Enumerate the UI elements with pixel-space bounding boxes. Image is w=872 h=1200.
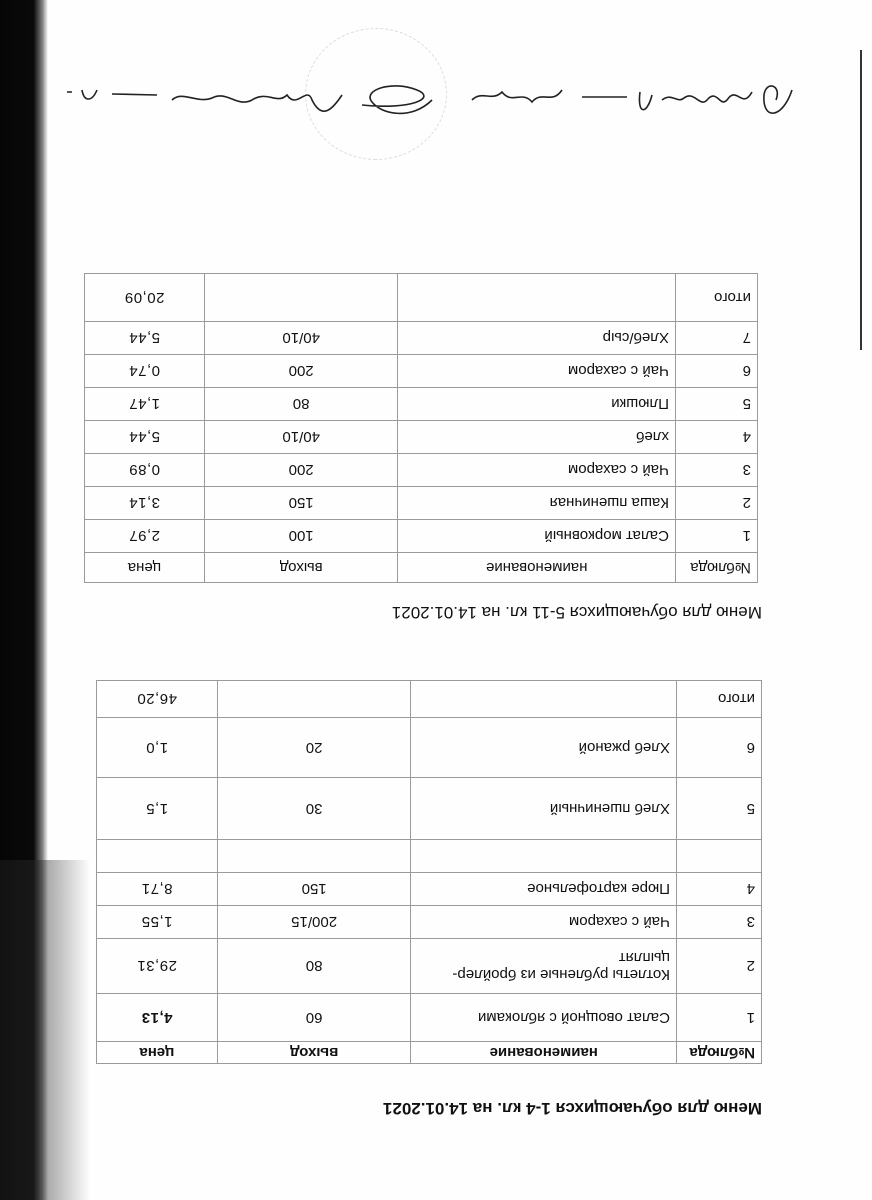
cell-price: 1,55 <box>97 906 218 939</box>
header-output: выход <box>204 553 398 583</box>
total-row <box>97 681 762 718</box>
cell-price: 29,31 <box>97 939 218 994</box>
cell-out: 150 <box>204 487 398 520</box>
cell-name <box>411 840 677 873</box>
menu2-table <box>84 273 758 583</box>
cell-num: 2 <box>676 487 758 520</box>
cell-name: Пюре картофельное <box>411 873 677 906</box>
cell-name: Каша пшеничная <box>398 487 676 520</box>
cell-name: хлеб <box>398 421 676 454</box>
table-row <box>85 520 758 553</box>
cell-price: 8,71 <box>97 873 218 906</box>
cell-price: 5,44 <box>85 421 205 454</box>
cell-name: Чай с сахаром <box>398 454 676 487</box>
cell-out <box>217 840 411 873</box>
menu2-title: Меню для обучающихся 5-11 кл. на 14.01.2021 <box>391 603 762 622</box>
cell-num: 4 <box>676 421 758 454</box>
menu1-header-row <box>97 1042 762 1064</box>
cell-price: 3,14 <box>85 487 205 520</box>
cell-name: Салат морковный <box>398 520 676 553</box>
cell-empty <box>217 681 411 718</box>
cell-num: 3 <box>677 906 762 939</box>
cell-name: Хлеб ржаной <box>411 718 677 778</box>
cell-out: 200/15 <box>217 906 411 939</box>
cell-price: 0,74 <box>85 355 205 388</box>
cell-price: 5,44 <box>85 322 205 355</box>
cell-out: 40/10 <box>204 421 398 454</box>
cell-num: 4 <box>677 873 762 906</box>
header-output: выход <box>217 1042 411 1064</box>
cell-out: 30 <box>217 778 411 840</box>
table-row <box>85 454 758 487</box>
table-row <box>97 994 762 1042</box>
total-value: 46,20 <box>97 681 218 718</box>
cell-empty <box>398 274 676 322</box>
signature-text: Директор школы — Бахтурина Н.В. <box>779 71 812 73</box>
cell-price <box>97 840 218 873</box>
cell-out: 200 <box>204 454 398 487</box>
table-row <box>97 939 762 994</box>
table-row <box>85 421 758 454</box>
table-row <box>97 778 762 840</box>
header-price: цена <box>97 1042 218 1064</box>
cell-price: 1,5 <box>97 778 218 840</box>
cell-num: 2 <box>677 939 762 994</box>
header-name: наименование <box>411 1042 677 1064</box>
cell-name: Хлеб пшеничный <box>411 778 677 840</box>
cell-name: Котлеты рубленые из бройлер-цыплят <box>411 939 677 994</box>
cell-out: 20 <box>217 718 411 778</box>
scan-shadow <box>0 860 90 1200</box>
table-row <box>97 718 762 778</box>
cell-price: 4,13 <box>97 994 218 1042</box>
table-row <box>85 487 758 520</box>
cell-price: 2,97 <box>85 520 205 553</box>
header-price: цена <box>85 553 205 583</box>
cell-out: 60 <box>217 994 411 1042</box>
cell-out: 80 <box>204 388 398 421</box>
total-row <box>85 274 758 322</box>
cell-out: 40/10 <box>204 322 398 355</box>
menu2-header-row <box>85 553 758 583</box>
cell-num: 1 <box>676 520 758 553</box>
menu1-title: Меню для обучающихся 1-4 кл. на 14.01.2021 <box>382 1099 762 1118</box>
cell-name: Чай с сахаром <box>411 906 677 939</box>
table-row <box>97 873 762 906</box>
cell-empty <box>411 681 677 718</box>
header-name: наименование <box>398 553 676 583</box>
table-row <box>97 906 762 939</box>
cell-out: 200 <box>204 355 398 388</box>
cell-num: 5 <box>676 388 758 421</box>
cell-num: 3 <box>676 454 758 487</box>
cell-name: Плюшки <box>398 388 676 421</box>
cell-num: 7 <box>676 322 758 355</box>
table-row <box>85 355 758 388</box>
table-row <box>85 388 758 421</box>
cell-name: Чай с сахаром <box>398 355 676 388</box>
header-num: №блюда <box>676 553 758 583</box>
cell-price: 1,0 <box>97 718 218 778</box>
cell-out: 100 <box>204 520 398 553</box>
cell-num: 1 <box>677 994 762 1042</box>
cell-out: 150 <box>217 873 411 906</box>
cell-name: Хлеб/сыр <box>398 322 676 355</box>
cell-name: Салат овощной с яблоками <box>411 994 677 1042</box>
cell-empty <box>204 274 398 322</box>
cell-num: 6 <box>677 718 762 778</box>
table-row <box>85 322 758 355</box>
cell-num: 6 <box>676 355 758 388</box>
cell-price: 0,89 <box>85 454 205 487</box>
total-label: итого <box>676 274 758 322</box>
header-num: №блюда <box>677 1042 762 1064</box>
signature-handwriting <box>42 70 812 130</box>
cell-price: 1,47 <box>85 388 205 421</box>
menu1-table <box>96 680 762 1064</box>
cell-num <box>677 840 762 873</box>
cell-num: 5 <box>677 778 762 840</box>
total-value: 20,09 <box>85 274 205 322</box>
total-label: итого <box>677 681 762 718</box>
table-row <box>97 840 762 873</box>
scan-line <box>860 50 862 350</box>
cell-out: 80 <box>217 939 411 994</box>
